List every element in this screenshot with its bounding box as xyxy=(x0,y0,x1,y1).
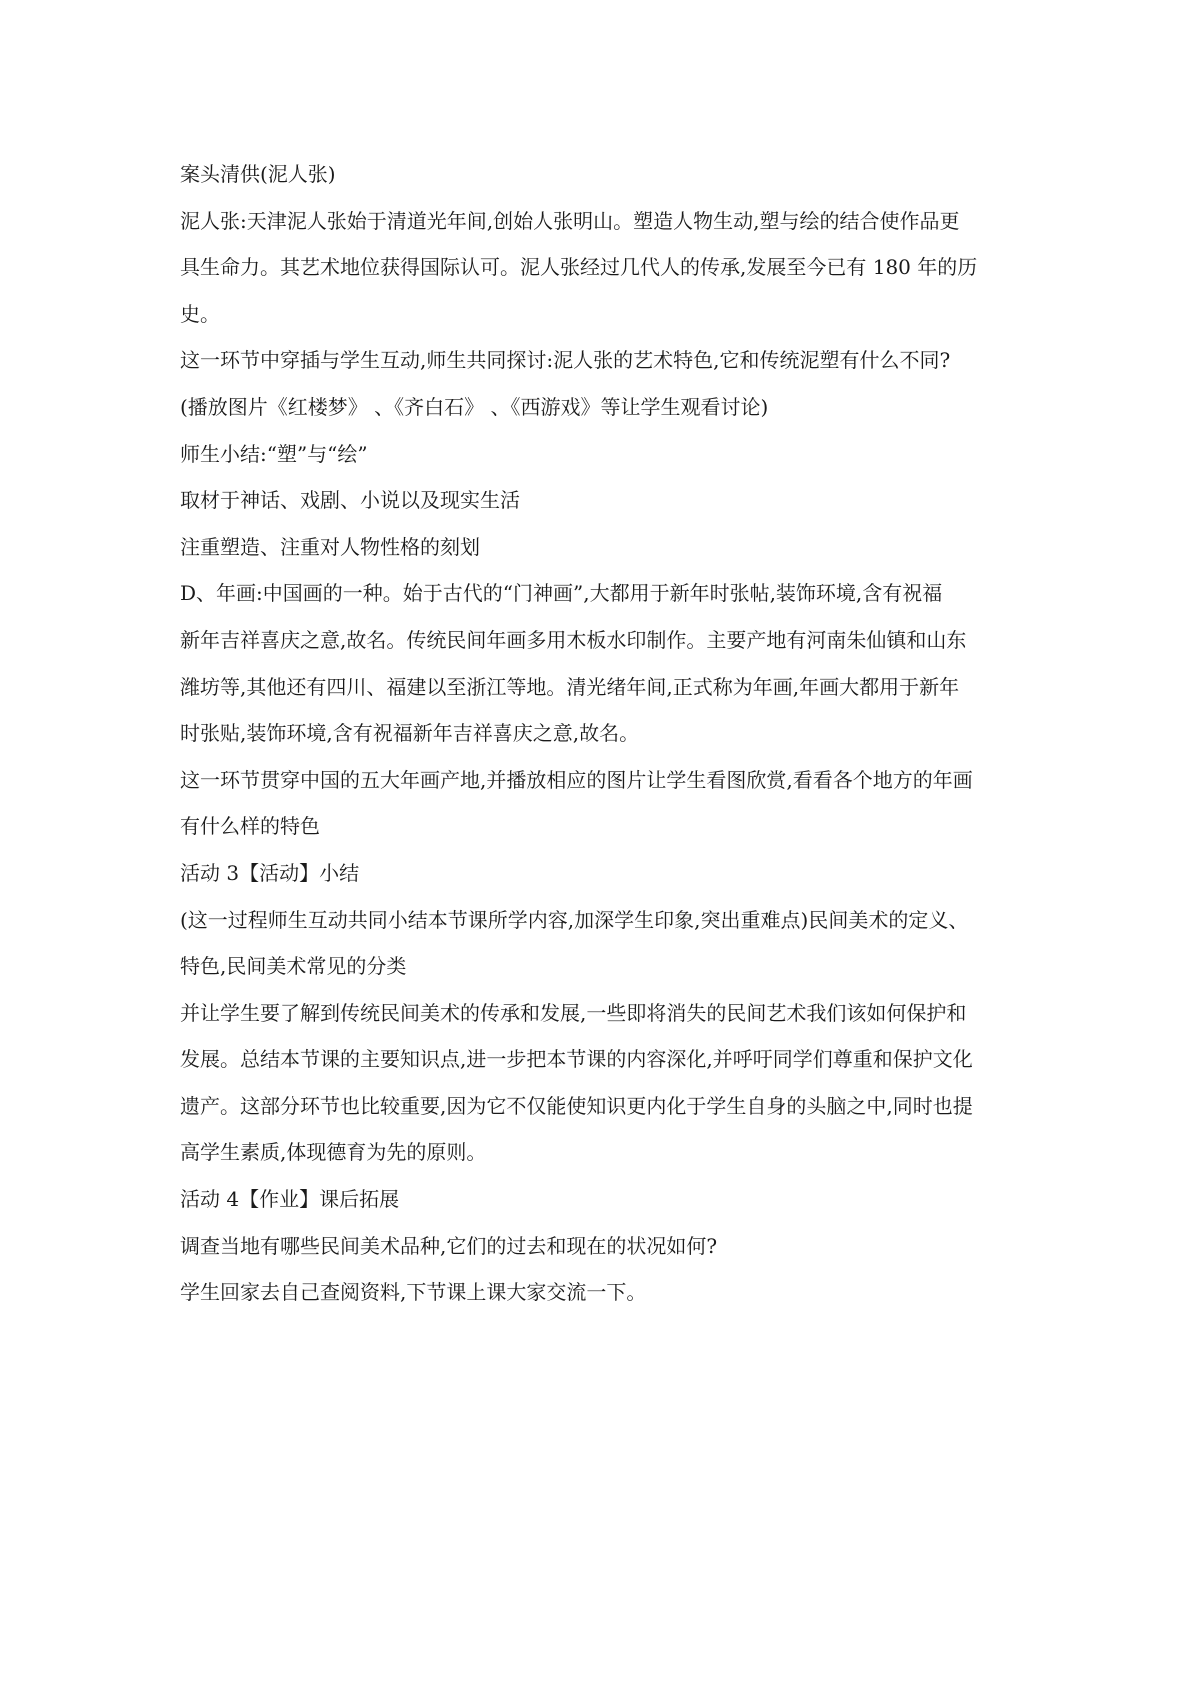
paragraph-line: 有什么样的特色 xyxy=(180,814,320,839)
activity-heading-summary: 活动 3【活动】小结 xyxy=(180,860,360,885)
paragraph-line: 这一环节中穿插与学生互动,师生共同探讨:泥人张的艺术特色,它和传统泥塑有什么不同? xyxy=(180,348,951,373)
paragraph-line: D、年画:中国画的一种。始于古代的“门神画”,大都用于新年时张帖,装饰环境,含有祝福 xyxy=(180,581,943,606)
paragraph-line: 特色,民间美术常见的分类 xyxy=(180,954,407,979)
paragraph-line: 时张贴,装饰环境,含有祝福新年吉祥喜庆之意,故名。 xyxy=(180,721,640,746)
paragraph-line: (播放图片《红楼梦》 、《齐白石》 、《西游戏》等让学生观看讨论) xyxy=(180,394,769,419)
paragraph-line: 遗产。这部分环节也比较重要,因为它不仅能使知识更内化于学生自身的头脑之中,同时也提 xyxy=(180,1093,973,1118)
document-body xyxy=(180,151,1020,1316)
paragraph-line: 具生命力。其艺术地位获得国际认可。泥人张经过几代人的传承,发展至今已有 180 年的历 xyxy=(180,255,978,280)
section-heading-niren-zhang: 案头清供(泥人张) xyxy=(180,162,336,186)
paragraph-line: 这一环节贯穿中国的五大年画产地,并播放相应的图片让学生看图欣赏,看看各个地方的年画 xyxy=(180,767,973,792)
paragraph-line: 发展。总结本节课的主要知识点,进一步把本节课的内容深化,并呼吁同学们尊重和保护文化 xyxy=(180,1047,973,1072)
paragraph-line: 史。 xyxy=(180,301,220,326)
activity-heading-homework: 活动 4【作业】课后拓展 xyxy=(180,1187,400,1212)
paragraph-line: 潍坊等,其他还有四川、福建以至浙江等地。清光绪年间,正式称为年画,年画大都用于新年 xyxy=(180,674,960,699)
paragraph-line: 高学生素质,体现德育为先的原则。 xyxy=(180,1140,487,1165)
paragraph-line: 泥人张:天津泥人张始于清道光年间,创始人张明山。塑造人物生动,塑与绘的结合使作品更 xyxy=(180,208,960,233)
paragraph-line: 取材于神话、戏剧、小说以及现实生活 xyxy=(180,488,520,513)
paragraph-line: 注重塑造、注重对人物性格的刻划 xyxy=(180,534,480,559)
paragraph-line: 调查当地有哪些民间美术品种,它们的过去和现在的状况如何? xyxy=(180,1233,718,1258)
paragraph-line: (这一过程师生互动共同小结本节课所学内容,加深学生印象,突出重难点)民间美术的定义、 xyxy=(180,907,969,932)
paragraph-line: 学生回家去自己查阅资料,下节课上课大家交流一下。 xyxy=(180,1280,647,1305)
paragraph-line: 新年吉祥喜庆之意,故名。传统民间年画多用木板水印制作。主要产地有河南朱仙镇和山东 xyxy=(180,627,967,652)
paragraph-line: 师生小结:“塑”与“绘” xyxy=(180,441,368,466)
paragraph-line: 并让学生要了解到传统民间美术的传承和发展,一些即将消失的民间艺术我们该如何保护和 xyxy=(180,1000,967,1025)
